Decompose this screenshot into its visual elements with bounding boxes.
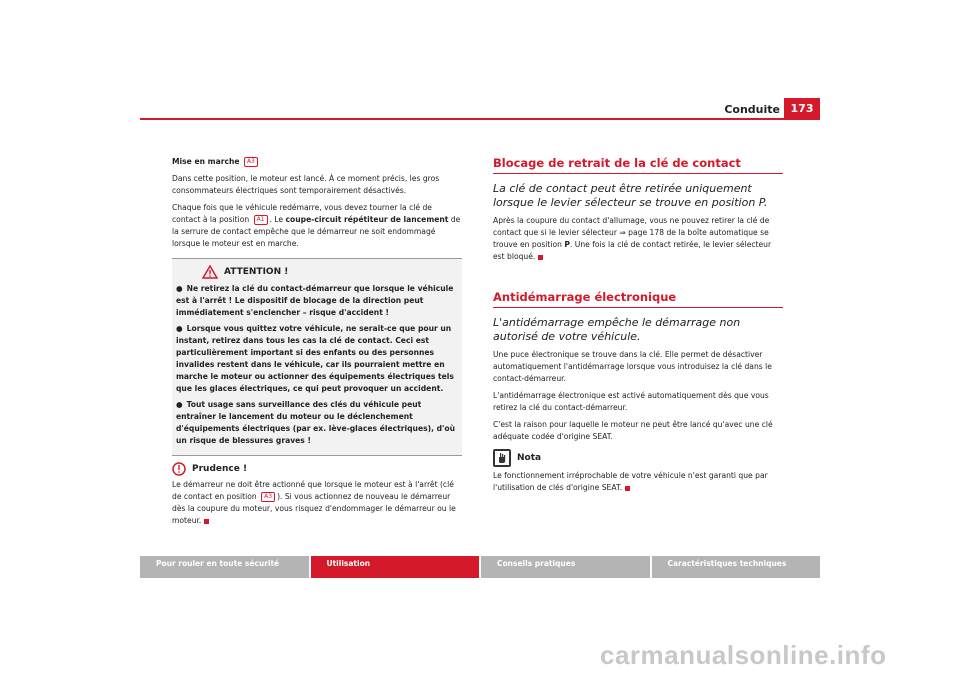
footer-tab-tips[interactable]: Conseils pratiques xyxy=(481,556,650,578)
warning-box xyxy=(172,258,462,456)
warning-item-text: Ne retirez la clé du contact-démarreur que lorsque le véhicule est à l'arrêt ! Le dispositif de blocage de la direction peut immédiatement s'enclencher – risque d'accident ! xyxy=(176,284,454,317)
note-title: Nota xyxy=(517,453,542,463)
section-subtitle-key-lock: La clé de contact peut être retirée uniquement lorsque le levier sélecteur se trouve en position P. xyxy=(493,182,768,209)
section-end-marker xyxy=(538,255,543,260)
footer-tab-safety[interactable]: Pour rouler en toute sécurité xyxy=(140,556,309,578)
section-title-immobilizer: Antidémarrage électronique xyxy=(493,290,783,308)
restart-bold-term: coupe-circuit répétiteur de lancement xyxy=(285,215,449,224)
warning-item xyxy=(176,399,458,447)
section-gap xyxy=(493,268,783,290)
mise-en-marche-heading xyxy=(172,156,462,168)
bullet-icon: ● xyxy=(176,324,183,333)
header-rule xyxy=(140,118,820,120)
bullet-icon: ● xyxy=(176,284,183,293)
note-header xyxy=(493,449,783,467)
footer-nav xyxy=(140,556,820,578)
section-end-marker xyxy=(204,519,209,524)
warning-item-text: Lorsque vous quittez votre véhicule, ne serait-ce que pour un instant, retirez dans tous les cas la clé de contact. Ceci est particulièrement important si des enfants ou des personnes invalides restent dans le véhicule, car ils pourraient mettre en marche le moteur ou actionner des équipements électriques tels que les glaces électriques, ce qui peut provoquer un accident. xyxy=(176,324,454,393)
caution-text-b: ). Si vous actionnez de nouveau le démarreur dès la coupure du moteur, vous risquez d'endommager le démarreur ou le moteur. xyxy=(172,492,456,525)
paragraph-immobilizer-1: Une puce électronique se trouve dans la clé. Elle permet de désactiver automatiquement l'antidémarrage lorsque vous introduisez la clé dans le contact-démarreur. xyxy=(493,350,772,383)
right-column xyxy=(493,156,783,499)
footer-tab-utilisation[interactable]: Utilisation xyxy=(311,556,480,578)
paragraph-immobilizer-3: C'est la raison pour laquelle le moteur ne peut être lancé qu'avec une clé adéquate codée d'origine SEAT. xyxy=(493,420,773,441)
paragraph-key-lock xyxy=(493,215,783,263)
left-column xyxy=(172,156,462,532)
restart-text-c: de la serrure de contact empêche que le démarreur ne soit endommagé lorsque le moteur est en marche. xyxy=(172,215,461,248)
note-text-body: Le fonctionnement irréprochable de votre véhicule n'est garanti que par l'utilisation de clés d'origine SEAT. xyxy=(493,471,768,492)
ref-badge-a1: A1 xyxy=(254,215,268,225)
restart-text-b: . Le xyxy=(269,215,284,224)
warning-triangle-icon xyxy=(202,265,218,279)
page-number: 173 xyxy=(784,98,820,118)
caution-text-a: Le démarreur ne doit être actionné que lorsque le moteur est à l'arrêt (clé de contact en position xyxy=(172,480,454,501)
section-subtitle-immobilizer: L'antidémarrage empêche le démarrage non autorisé de votre véhicule. xyxy=(493,316,741,343)
warning-item xyxy=(176,323,458,395)
paragraph-immobilizer-2: L'antidémarrage électronique est activé automatiquement dès que vous retirez la clé du contact-démarreur. xyxy=(493,391,769,412)
key-lock-bold: P xyxy=(564,240,570,249)
mise-en-marche-label: Mise en marche xyxy=(172,157,240,166)
key-lock-text-a: Après la coupure du contact d'allumage, vous ne pouvez retirer la clé de contact que si le levier sélecteur ⇒ page 178 de la boîte automatique se trouve en position xyxy=(493,216,770,249)
caution-exclamation-icon xyxy=(172,462,186,476)
section-end-marker xyxy=(625,486,630,491)
note-hand-icon xyxy=(493,449,511,467)
caution-header xyxy=(172,462,462,476)
warning-header xyxy=(202,265,458,279)
watermark: carmanualsonline.info xyxy=(600,640,887,670)
warning-title: ATTENTION ! xyxy=(224,267,289,277)
paragraph-start-position: Dans cette position, le moteur est lancé. À ce moment précis, les gros consommateurs électriques sont temporairement désactivés. xyxy=(172,174,440,195)
caution-text xyxy=(172,479,462,527)
key-lock-text-b: . Une fois la clé de contact retirée, le levier sélecteur est bloqué. xyxy=(493,240,772,261)
footer-tab-technical[interactable]: Caractéristiques techniques xyxy=(652,556,821,578)
warning-item xyxy=(176,283,458,319)
caution-title: Prudence ! xyxy=(192,464,248,474)
bullet-icon: ● xyxy=(176,400,183,409)
note-text xyxy=(493,470,783,494)
ref-badge-a3: A3 xyxy=(244,157,258,167)
section-title-key-lock: Blocage de retrait de la clé de contact xyxy=(493,156,783,174)
paragraph-restart xyxy=(172,202,462,250)
ref-badge-a3: A3 xyxy=(261,492,275,502)
warning-item-text: Tout usage sans surveillance des clés du véhicule peut entraîner le lancement du moteur ou le déclenchement d'équipements électriques (par ex. lève-glaces électriques), d'où un risque de blessures graves ! xyxy=(176,400,455,445)
restart-text-a: Chaque fois que le véhicule redémarre, vous devez tourner la clé de contact à la position xyxy=(172,203,432,224)
page-header-title: Conduite xyxy=(724,103,780,116)
